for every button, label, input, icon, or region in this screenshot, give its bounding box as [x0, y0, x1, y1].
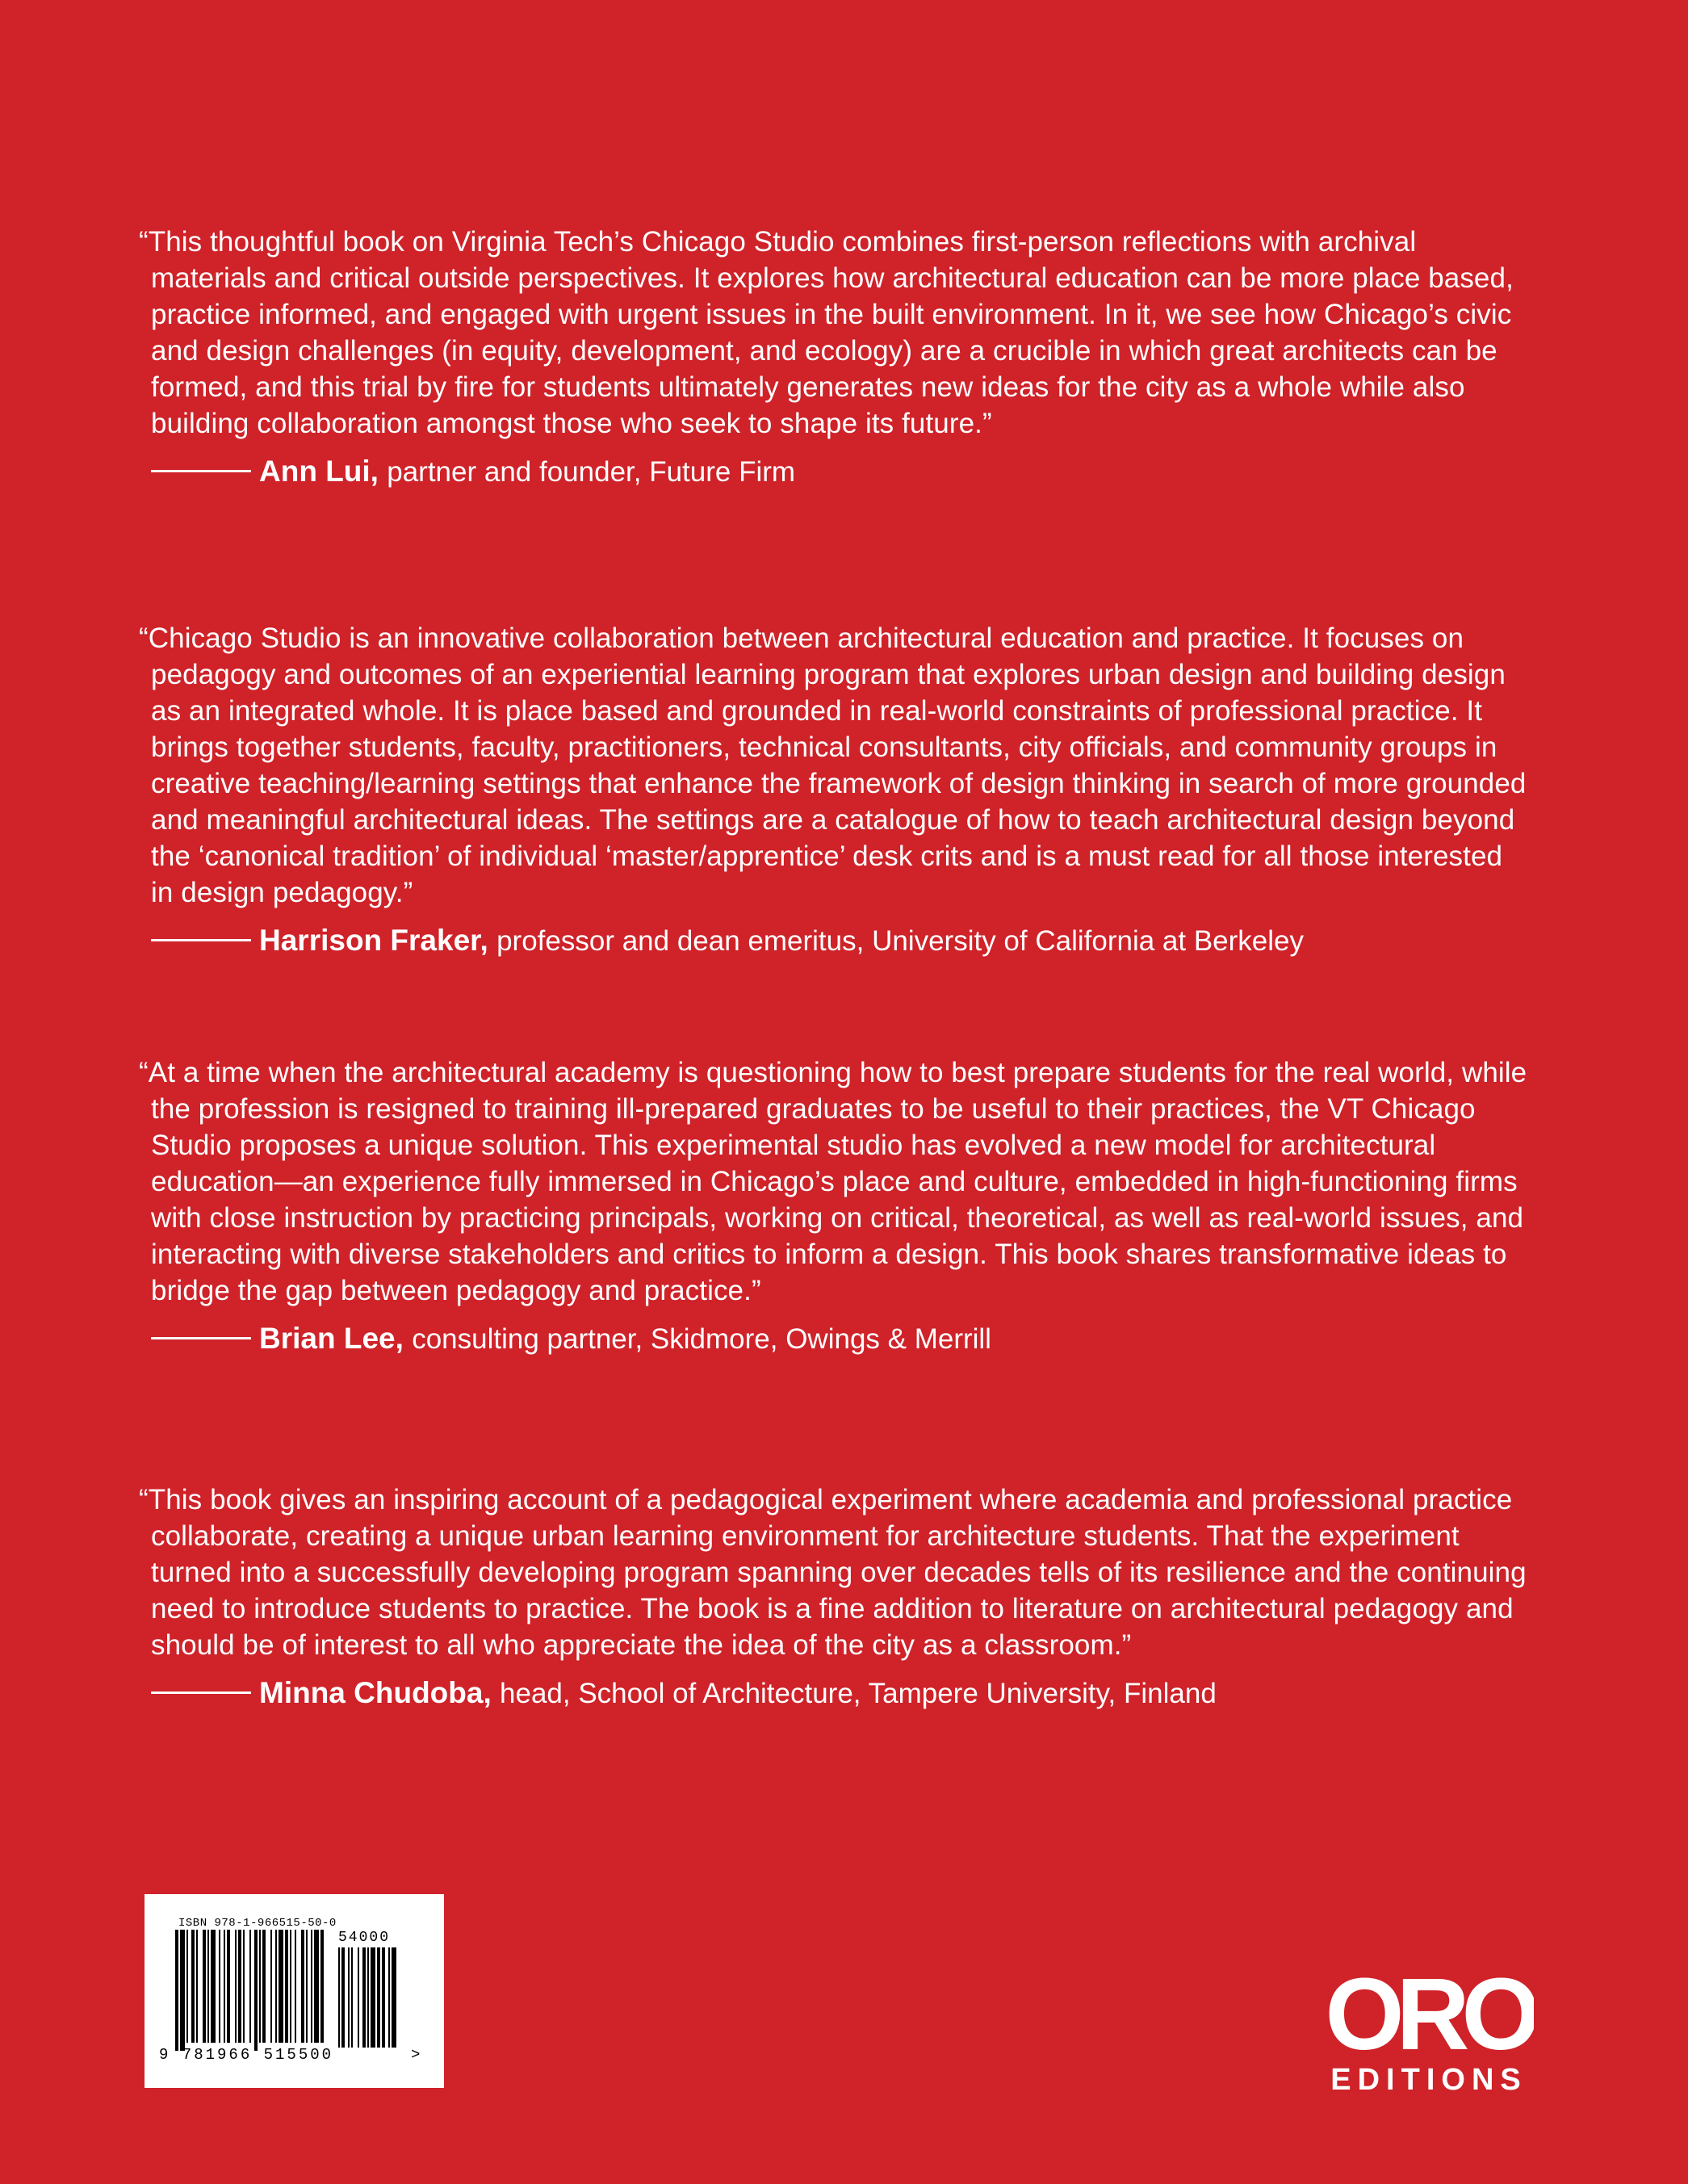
author-role: partner and founder, Future Firm — [387, 456, 796, 488]
attribution — [139, 1675, 1527, 1712]
logo-subtitle: EDITIONS — [1330, 2063, 1527, 2097]
author-name: Brian Lee, — [259, 1322, 404, 1355]
logo-wordmark: ORO — [1325, 1962, 1533, 2071]
attribution — [139, 1320, 1527, 1357]
author-role: consulting partner, Skidmore, Owings & Merrill — [412, 1323, 991, 1355]
blurb-ann-lui — [139, 224, 1527, 490]
oro-editions-logo — [1324, 1962, 1534, 2099]
em-dash-rule — [151, 470, 251, 472]
quote-text: “At a time when the architectural academy is questioning how to best prepare students for the real world, while the profession is resigned to training ill-prepared graduates to be useful to their practices, the VT Chicago Studio proposes a unique solution. This experimental studio has evolved a new model for architectural education—an experience fully immersed in Chicago’s place and culture, embedded in high-functioning firms with close instruction by practicing principals, working on critical, theoretical, as well as real-world issues, and interacting with diverse stakeholders and critics to inform a design. This book shares transformative ideas to bridge the gap between pedagogy and practice.” — [139, 1057, 1527, 1306]
quote-text: “This thoughtful book on Virginia Tech’s Chicago Studio combines first-person reflections with archival materials and critical outside perspectives. It explores how architectural education can be more place based, practice informed, and engaged with urgent issues in the built environment. In it, we see how Chicago’s civic and design challenges (in equity, development, and ecology) are a crucible in which great architects can be formed, and this trial by fire for students ultimately generates new ideas for the city as a whole while also building collaboration amongst those who seek to shape its future.” — [139, 226, 1514, 439]
blurb-minna-chudoba — [139, 1482, 1527, 1712]
em-dash-rule — [151, 1337, 251, 1339]
attribution — [139, 922, 1527, 959]
quote-text: “This book gives an inspiring account of a pedagogical experiment where academia and professional practice collaborate, creating a unique urban learning environment for architecture students. That the experiment turned into a successfully developing program spanning over decades tells of its resilience and the continuing need to introduce students to practice. The book is a fine addition to literature on architectural pedagogy and should be of interest to all who appreciate the idea of the city as a classroom.” — [139, 1484, 1527, 1661]
author-role: head, School of Architecture, Tampere University, Finland — [500, 1678, 1217, 1709]
author-role: professor and dean emeritus, University of California at Berkeley — [496, 925, 1305, 957]
author-name: Minna Chudoba, — [259, 1676, 492, 1709]
em-dash-rule — [151, 939, 251, 941]
ean-digits: 9 781966 515500 — [159, 2046, 334, 2064]
blurb-harrison-fraker — [139, 620, 1527, 959]
attribution — [139, 453, 1527, 490]
em-dash-rule — [151, 1691, 251, 1694]
author-name: Harrison Fraker, — [259, 924, 488, 957]
quote-text: “Chicago Studio is an innovative collaboration between architectural education and practice. It focuses on pedagogy and outcomes of an experiential learning program that explores urban design and building design as an integrated whole. It is place based and grounded in real-world constraints of professional practice. It brings together students, faculty, practitioners, technical consultants, city officials, and community groups in creative teaching/learning settings that enhance the framework of design thinking in search of more grounded and meaningful architectural ideas. The settings are a catalogue of how to teach architectural design beyond the ‘canonical tradition’ of individual ‘master/apprentice’ desk crits and is a must read for all those interested in design pedagogy.” — [139, 623, 1527, 908]
isbn-number: ISBN 978-1-966515-50-0 — [178, 1917, 337, 1930]
isbn-barcode — [145, 1894, 444, 2088]
price-code: 54000 — [338, 1930, 391, 1946]
ean-arrow: > — [411, 2046, 421, 2064]
author-name: Ann Lui, — [259, 455, 379, 488]
blurb-brian-lee — [139, 1054, 1527, 1357]
